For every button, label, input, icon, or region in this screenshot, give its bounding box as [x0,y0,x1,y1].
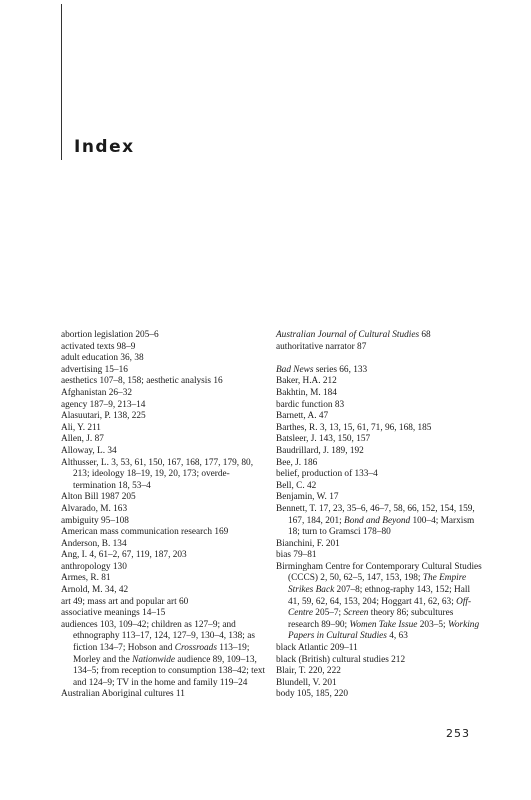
index-entry: adult education 36, 38 [61,353,144,364]
index-entry: Blair, T. 220, 222 [276,666,341,677]
index-entry: black Atlantic 209–11 [276,643,358,654]
index-entry: ambiguity 95–108 [61,515,129,526]
index-entry: Bee, J. 186 [276,457,318,468]
index-entry: Australian Aboriginal cultures 11 [61,689,185,700]
index-entry: Barnett, A. 47 [276,411,329,422]
index-entry: Arnold, M. 34, 42 [61,585,129,596]
index-entry: audiences 103, 109–42; children as 127–9; and ethnography 113–17, 124, 127–9, 130–4, 138; as fiction 134–7; Hobson and Crossroads 113–19; Morley and the Nationwide audience 89, 109–13, 134–5; from reception to consumption 138–42; text and 124–9; TV in the home and family 119–24 [61,619,266,688]
index-entry: Blundell, V. 201 [276,677,337,688]
index-entry: agency 187–9, 213–14 [61,399,146,410]
index-entry: Barthes, R. 3, 13, 15, 61, 71, 96, 168, 185 [276,422,432,433]
index-entry: Bad News series 66, 133 [276,364,368,375]
index-gap [276,353,482,365]
index-entry: Ali, Y. 211 [61,422,101,433]
index-entry: aesthetics 107–8, 158; aesthetic analysis 16 [61,376,223,387]
index-entry: Alton Bill 1987 205 [61,492,136,503]
index-entry: Afghanistan 26–32 [61,387,133,398]
index-entry: Bakhtin, M. 184 [276,387,337,398]
index-entry: Anderson, B. 134 [61,538,127,549]
index-entry: Alvarado, M. 163 [61,503,128,514]
index-entry: Benjamin, W. 17 [276,492,339,503]
index-entry: Alasuutari, P. 138, 225 [61,411,146,422]
index-entry: bias 79–81 [276,550,317,561]
index-entry: Australian Journal of Cultural Studies 68 [276,330,431,340]
index-entry: activated texts 98–9 [61,341,136,352]
index-entry: advertising 15–16 [61,364,128,375]
index-entry: art 49; mass art and popular art 60 [61,596,189,607]
index-entry: abortion legislation 205–6 [61,330,159,340]
index-entry: authoritative narrator 87 [276,341,367,352]
index-entry: Baudrillard, J. 189, 192 [276,445,364,456]
index-entry: anthropology 130 [61,561,127,572]
index-entry: bardic function 83 [276,399,345,410]
index-entry: Birmingham Centre for Contemporary Cultural Studies (CCCS) 2, 50, 62–5, 147, 153, 198; The Empire Strikes Back 207–8; ethnog-raphy 143, 152; Hall 41, 59, 62, 64, 153, 204; Hoggart 41, 62, 63; Off-Centre 205–7; Screen theory 86; subcultures research 89–90; Women Take Issue 203–5; Working Papers in Cultural Studies 4, 63 [276,561,482,642]
index-entry: Bianchini, F. 201 [276,538,340,549]
index-column-left [61,330,267,701]
page-number: 253 [446,727,470,740]
index-entry: Bell, C. 42 [276,480,317,491]
index-entry: body 105, 185, 220 [276,689,349,700]
index-entry: Allen, J. 87 [61,434,104,445]
index-entry: Althusser, L. 3, 53, 61, 150, 167, 168, 177, 179, 80, 213; ideology 18–19, 19, 20, 173; overde-termination 18, 53–4 [61,457,254,491]
page-title: Index [74,137,135,157]
index-entry: Bennett, T. 17, 23, 35–6, 46–7, 58, 66, 152, 154, 159, 167, 184, 201; Bond and Beyond 100–4; Marxism 18; turn to Gramsci 178–80 [276,503,475,538]
index-entry: Ang, I. 4, 61–2, 67, 119, 187, 203 [61,550,187,561]
index-entry: black (British) cultural studies 212 [276,654,406,665]
index-entry: American mass communication research 169 [61,527,229,538]
chapter-rule [61,4,62,160]
index-entry: Batsleer, J. 143, 150, 157 [276,434,371,445]
index-column-right [276,330,482,701]
index-entry: Alloway, L. 34 [61,445,117,456]
index-entry: associative meanings 14–15 [61,608,166,619]
index-entry: Armes, R. 81 [61,573,111,584]
index-entry: belief, production of 133–4 [276,469,378,480]
index-entry: Baker, H.A. 212 [276,376,337,387]
